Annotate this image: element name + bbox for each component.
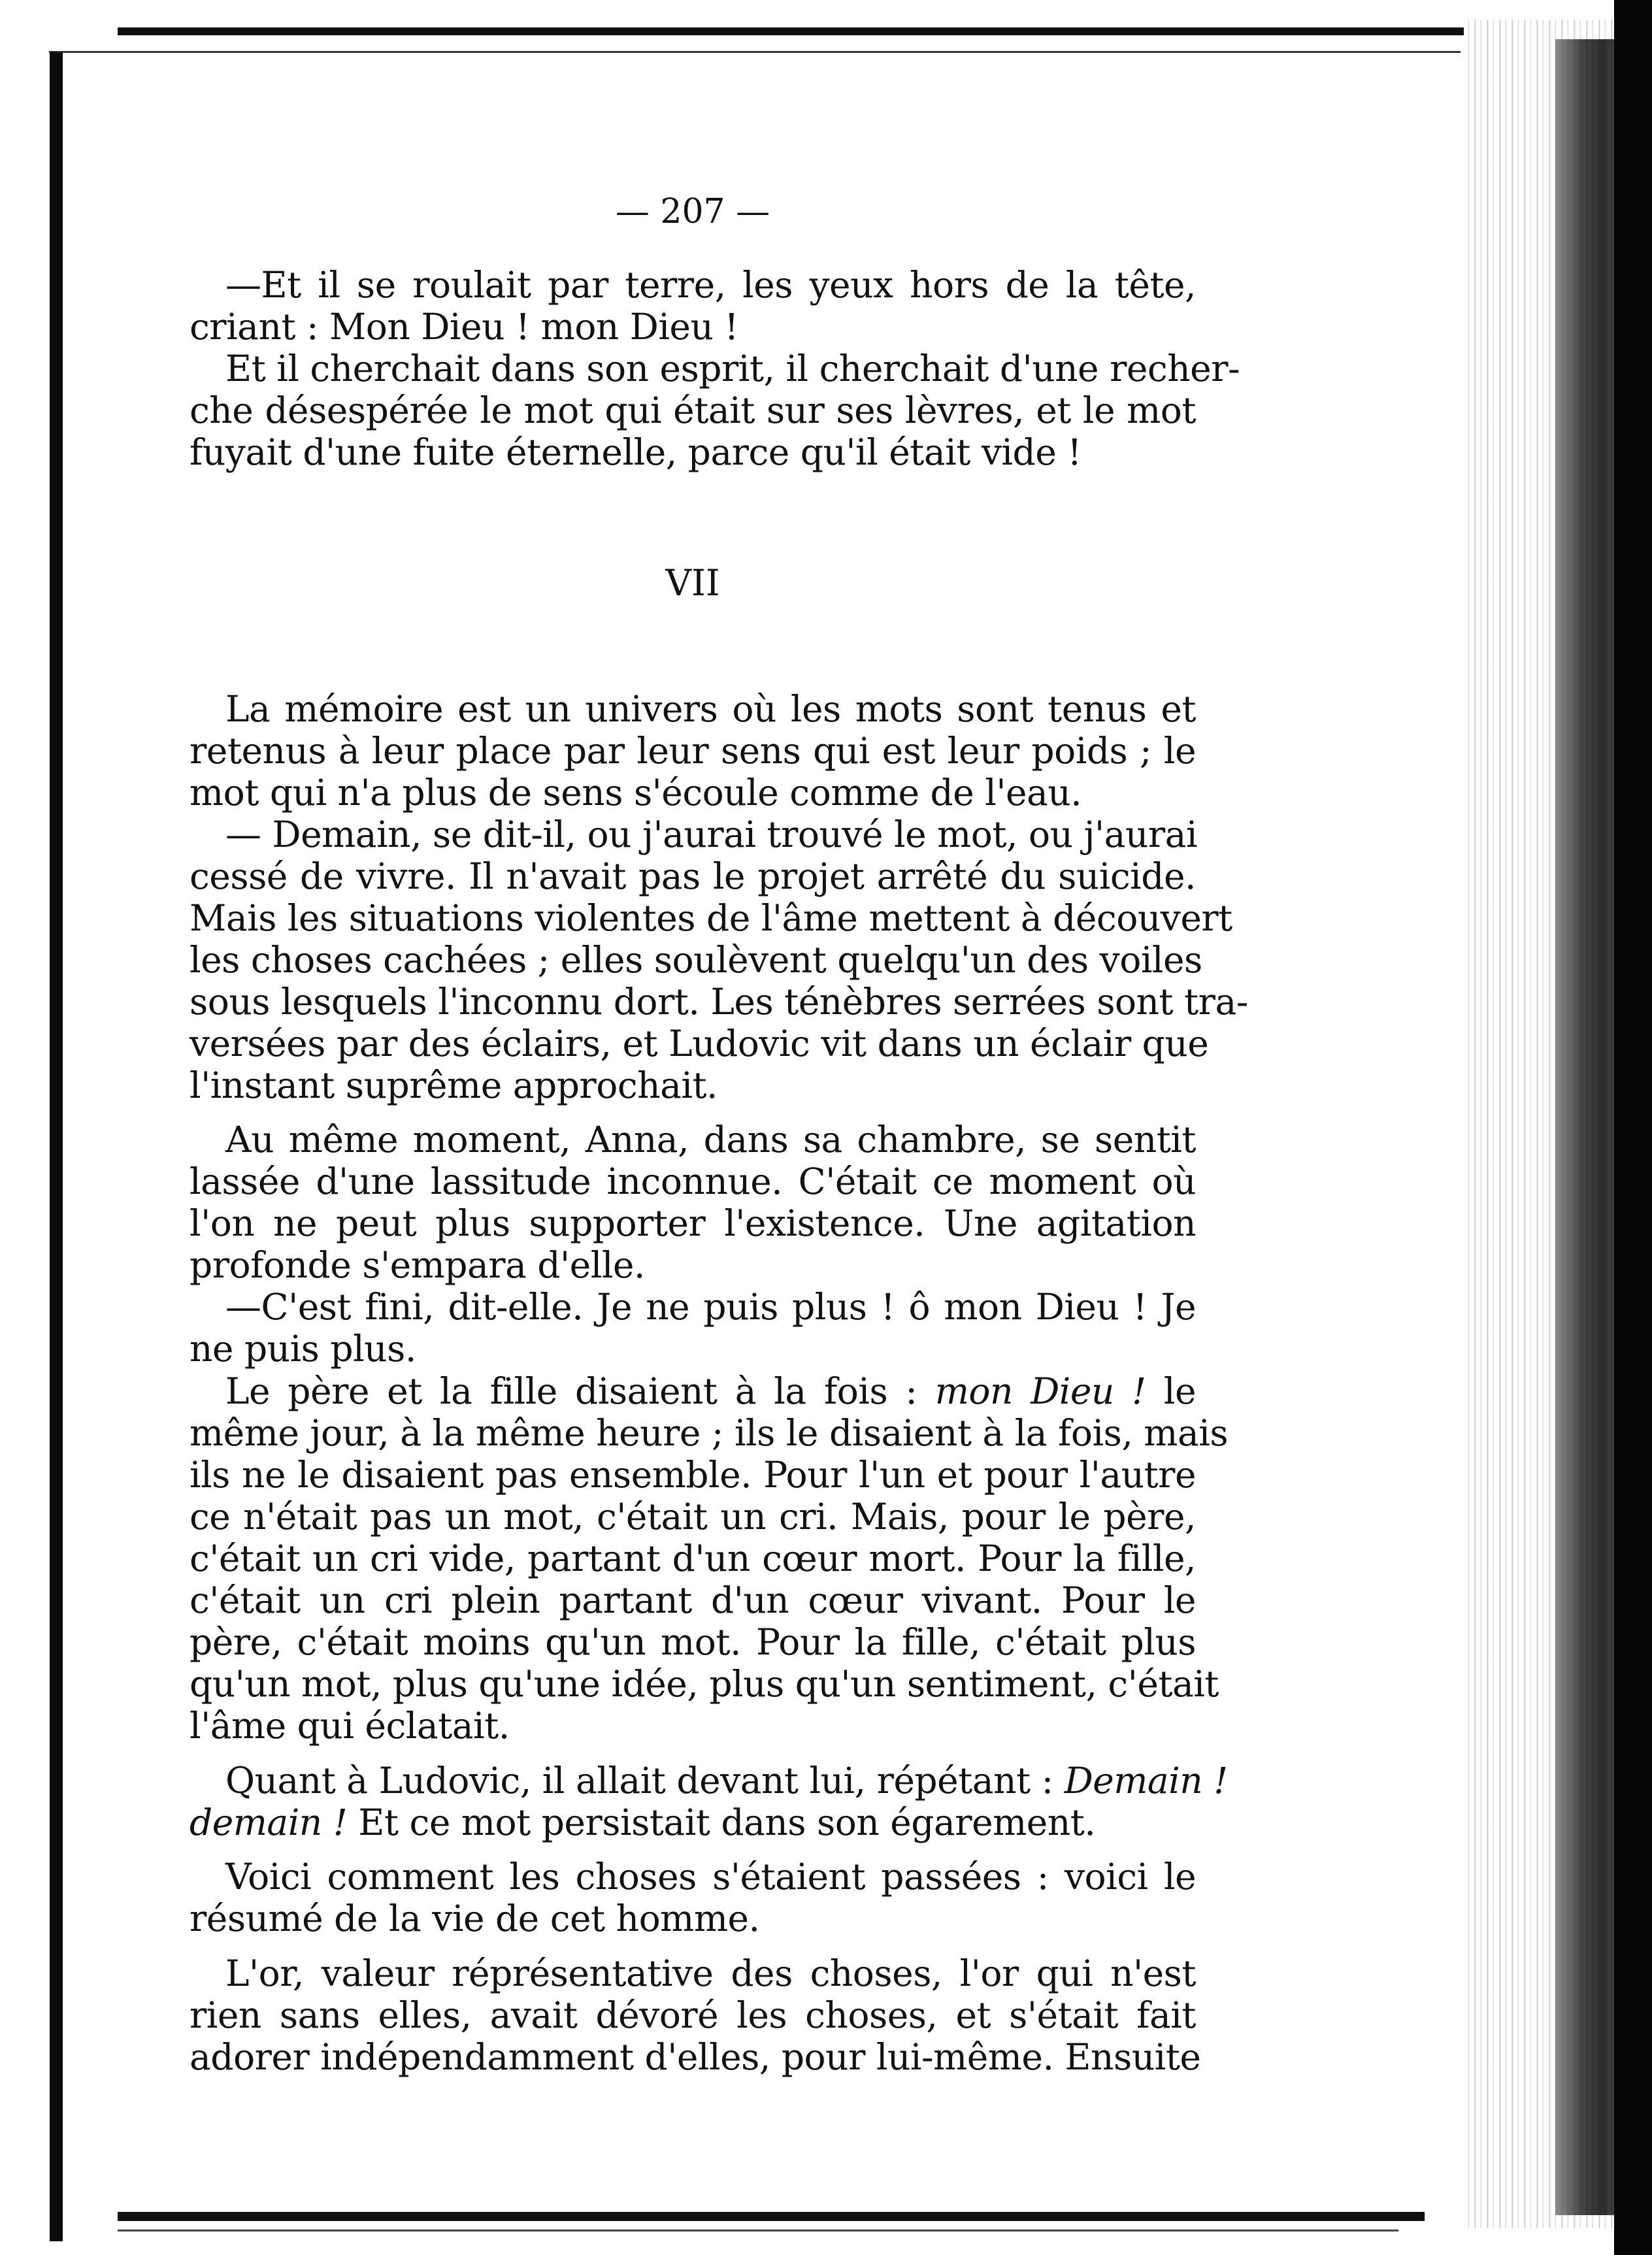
text-line: L'or, valeur réprésentative des choses, l'or qui n'est [225,1952,1196,1994]
text-line: l'âme qui éclatait. [190,1705,510,1747]
text-line: ne puis plus. [190,1328,416,1370]
text-line: fuyait d'une fuite éternelle, parce qu'il était vide ! [190,431,1082,473]
scan-frame-top-rule [49,51,1461,53]
text-run: Et ce mot persistait dans son égarement. [358,1802,1096,1843]
text-line: qu'un mot, plus qu'une idée, plus qu'un sentiment, c'était [190,1663,1219,1705]
text-line: Et il cherchait dans son esprit, il cherchait d'une recher- [225,348,1240,389]
text-line: les choses cachées ; elles soulèvent quelqu'un des voiles [190,939,1202,981]
text-line-mixed [190,1760,1228,1802]
text-line: — Demain, se dit-il, ou j'aurai trouvé le mot, ou j'aurai [225,814,1198,855]
text-line: profonde s'empara d'elle. [190,1244,645,1286]
italic-run: Demain ! [1064,1760,1228,1802]
scan-border-right [1614,0,1652,2255]
text-line: lassée d'une lassitude inconnue. C'était ce moment où [190,1160,1196,1202]
text-line: l'instant suprême approchait. [190,1064,718,1106]
text-line: ce n'était pas un mot, c'était un cri. Mais, pour le père, [190,1496,1196,1538]
text-line: ils ne le disaient pas ensemble. Pour l'un et pour l'autre [190,1454,1196,1496]
italic-run: mon Dieu ! [934,1370,1146,1412]
text-line: résumé de la vie de cet homme. [190,1898,760,1939]
text-run: Le père et la fille disaient à la fois : [225,1370,917,1412]
text-line: père, c'était moins qu'un mot. Pour la fille, c'était plus [190,1621,1196,1663]
text-line: l'on ne peut plus supporter l'existence. Une agitation [190,1202,1196,1244]
text-line: c'était un cri plein partant d'un cœur vivant. Pour le [190,1579,1196,1621]
page-number: — 207 — [615,192,770,231]
text-line: La mémoire est un univers où les mots sont tenus et [225,688,1196,730]
text-line-mixed [190,1802,1196,1843]
text-line: sous lesquels l'inconnu dort. Les ténèbres serrées sont tra- [190,981,1248,1023]
text-line: —C'est fini, dit-elle. Je ne puis plus ! ô mon Dieu ! Je [225,1286,1196,1328]
italic-run: demain ! [190,1802,348,1843]
text-line: —Et il se roulait par terre, les yeux hors de la tête, [225,264,1196,306]
scan-frame-left [50,52,63,2241]
text-line-mixed [190,1370,1196,1412]
text-line: Voici comment les choses s'étaient passées : voici le [225,1856,1196,1898]
text-line: mot qui n'a plus de sens s'écoule comme de l'eau. [190,772,1082,814]
text-line: même jour, à la même heure ; ils le disaient à la fois, mais [190,1412,1229,1454]
text-run: le [1163,1370,1197,1412]
scan-frame-bottom [118,2212,1425,2221]
text-run: Quant à Ludovic, il allait devant lui, répétant : [225,1760,1053,1802]
text-line: versées par des éclairs, et Ludovic vit dans un éclair que [190,1023,1209,1064]
text-line: Au même moment, Anna, dans sa chambre, se sentit [225,1119,1196,1160]
text-line: adorer indépendamment d'elles, pour lui-même. Ensuite [190,2036,1201,2078]
text-line: cessé de vivre. Il n'avait pas le projet arrêté du suicide. [190,855,1196,897]
text-line: criant : Mon Dieu ! mon Dieu ! [190,306,738,348]
text-line: che désespérée le mot qui était sur ses lèvres, et le mot [190,389,1196,431]
scan-frame-top [118,27,1516,35]
text-line: retenus à leur place par leur sens qui est leur poids ; le [190,730,1196,772]
text-line: Mais les situations violentes de l'âme mettent à découvert [190,897,1232,939]
text-line: c'était un cri vide, partant d'un cœur mort. Pour la fille, [190,1538,1196,1579]
section-heading: VII [665,562,720,604]
scan-frame-bottom-rule [118,2230,1398,2231]
text-line: rien sans elles, avait dévoré les choses, et s'était fait [190,1994,1196,2036]
